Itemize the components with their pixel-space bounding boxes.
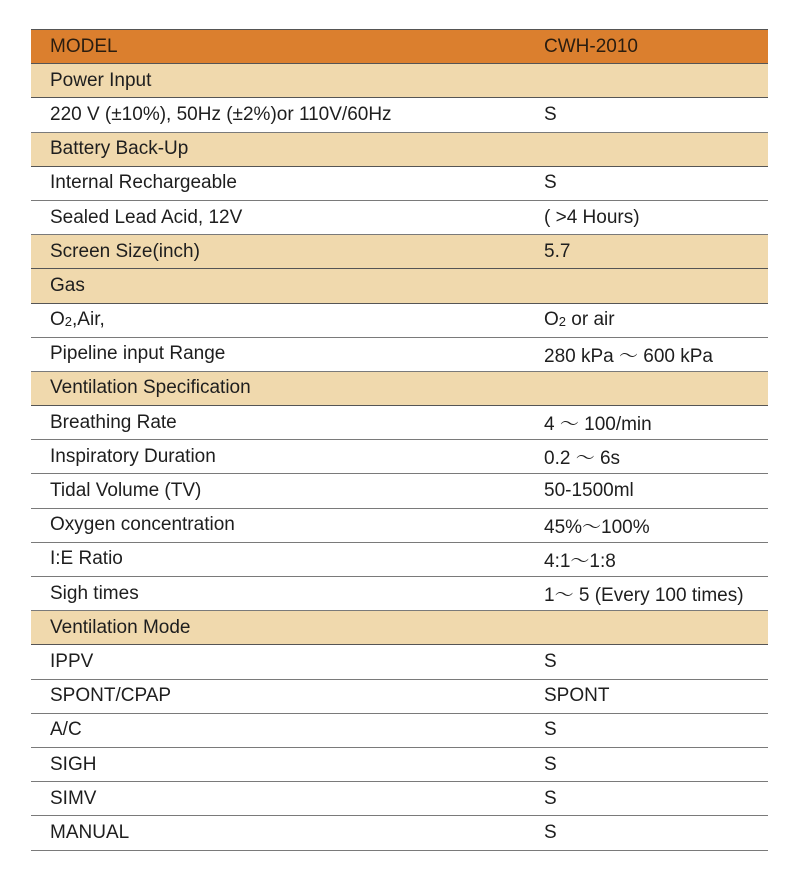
table-row	[31, 337, 768, 371]
table-row	[31, 508, 768, 542]
row-label: Battery Back-Up	[31, 132, 525, 166]
subscript-two: 2	[64, 314, 73, 330]
table-row	[31, 816, 768, 850]
table-row	[31, 440, 768, 474]
section-row-battery	[31, 132, 768, 166]
row-value: S	[525, 645, 768, 679]
table-row	[31, 645, 768, 679]
table-row	[31, 747, 768, 781]
row-label: SIGH	[31, 747, 525, 781]
row-value	[525, 64, 768, 98]
section-row-ventilation-spec	[31, 371, 768, 405]
row-label: $O_2,Air$,	[31, 303, 525, 337]
table-row	[31, 577, 768, 611]
row-label: Sigh times	[31, 577, 525, 611]
row-label: Tidal Volume (TV)	[31, 474, 525, 508]
row-label: Sealed Lead Acid, 12V	[31, 200, 525, 234]
table-row	[31, 782, 768, 816]
row-label: SPONT/CPAP	[31, 679, 525, 713]
row-label: A/C	[31, 713, 525, 747]
row-label: 220 V (±10%), 50Hz (±2%)or 110V/60Hz	[31, 98, 525, 132]
row-value: S	[525, 166, 768, 200]
row-value: ( >4 Hours)	[525, 200, 768, 234]
header-value: CWH-2010	[525, 30, 768, 64]
table-row	[31, 303, 768, 337]
table-row	[31, 200, 768, 234]
row-value: 4:1～1:8	[525, 542, 768, 576]
subscript-two: 2	[558, 314, 567, 330]
row-value	[525, 611, 768, 645]
row-label: Gas	[31, 269, 525, 303]
header-label: MODEL	[31, 30, 525, 64]
table-row	[31, 713, 768, 747]
table-row	[31, 679, 768, 713]
row-label: SIMV	[31, 782, 525, 816]
row-value	[525, 371, 768, 405]
row-value: 4 ～ 100/min	[525, 406, 768, 440]
row-label: Power Input	[31, 64, 525, 98]
spec-table	[31, 29, 768, 851]
table-row	[31, 406, 768, 440]
table-row	[31, 542, 768, 576]
table-row	[31, 166, 768, 200]
row-label: IPPV	[31, 645, 525, 679]
row-value: S	[525, 782, 768, 816]
row-value: 5.7	[525, 235, 768, 269]
row-value: SPONT	[525, 679, 768, 713]
row-label: MANUAL	[31, 816, 525, 850]
row-label: Internal Rechargeable	[31, 166, 525, 200]
row-label: Ventilation Specification	[31, 371, 525, 405]
row-value: S	[525, 747, 768, 781]
row-label: Inspiratory Duration	[31, 440, 525, 474]
row-value: 45%～100%	[525, 508, 768, 542]
table-row	[31, 98, 768, 132]
row-label: Oxygen concentration	[31, 508, 525, 542]
section-row-power-input	[31, 64, 768, 98]
row-value: 0.2 ～ 6s	[525, 440, 768, 474]
section-row-ventilation-mode	[31, 611, 768, 645]
row-value: S	[525, 98, 768, 132]
row-value: S	[525, 713, 768, 747]
row-value: $O_2$ or air	[525, 303, 768, 337]
row-value: 1～ 5 (Every 100 times)	[525, 577, 768, 611]
row-value: 50-1500ml	[525, 474, 768, 508]
table-row	[31, 474, 768, 508]
row-label: Ventilation Mode	[31, 611, 525, 645]
section-row-screen-size	[31, 235, 768, 269]
row-label: Pipeline input Range	[31, 337, 525, 371]
row-value	[525, 269, 768, 303]
row-value: 280 kPa ～ 600 kPa	[525, 337, 768, 371]
table-header-row	[31, 30, 768, 64]
row-label: I:E Ratio	[31, 542, 525, 576]
row-label: Breathing Rate	[31, 406, 525, 440]
row-label: Screen Size(inch)	[31, 235, 525, 269]
section-row-gas	[31, 269, 768, 303]
row-value	[525, 132, 768, 166]
row-value: S	[525, 816, 768, 850]
